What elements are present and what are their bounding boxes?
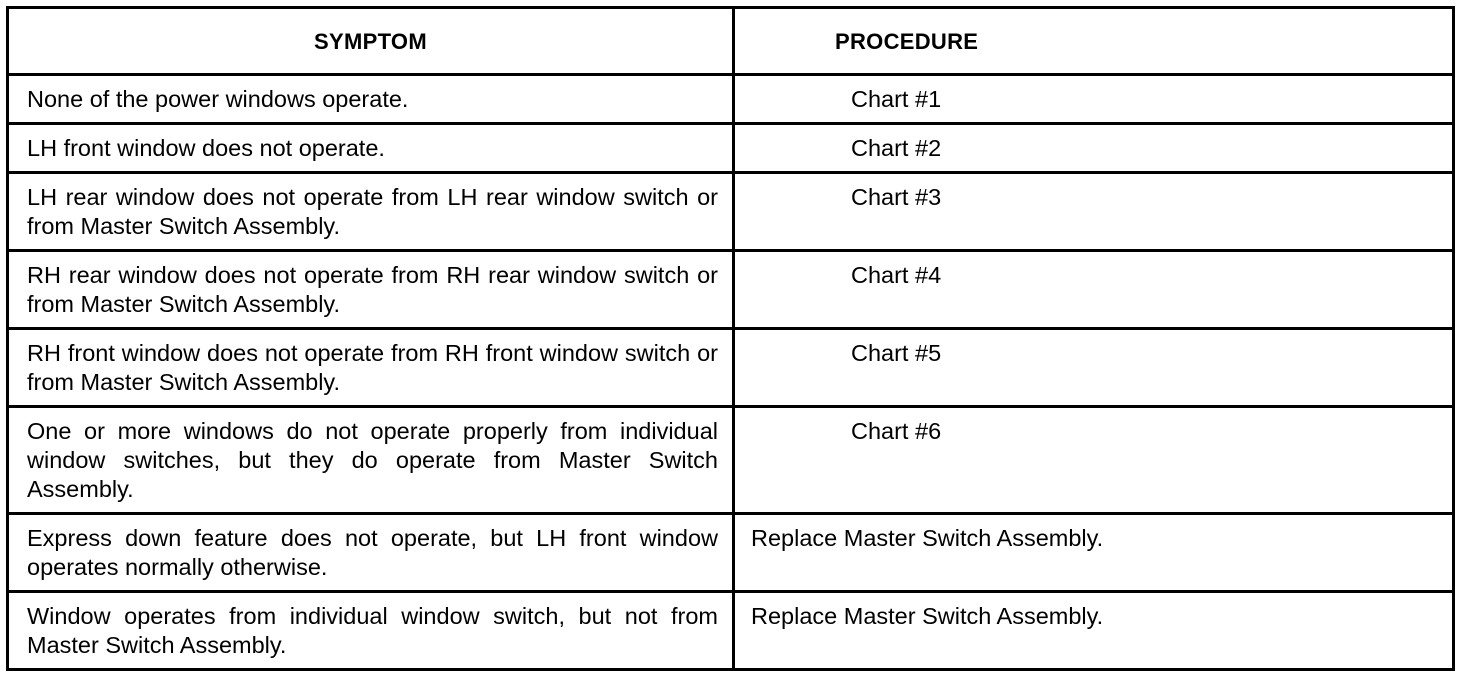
- symptom-cell: One or more windows do not operate properly from individual window switches, but they do operate from Master Switch Assembly.: [8, 407, 734, 514]
- symptom-column-header: SYMPTOM: [8, 8, 734, 75]
- table-row: [8, 407, 1454, 514]
- table-row: [8, 251, 1454, 329]
- table-row: [8, 75, 1454, 124]
- procedure-column-header: PROCEDURE: [734, 8, 1454, 75]
- symptom-procedure-table: [6, 6, 1455, 671]
- table-header-row: [8, 8, 1454, 75]
- table-row: [8, 124, 1454, 173]
- procedure-cell: Chart #4: [734, 251, 1454, 329]
- symptom-cell: Window operates from individual window switch, but not from Master Switch Assembly.: [8, 592, 734, 670]
- symptom-cell: RH front window does not operate from RH front window switch or from Master Switch Assembly.: [8, 329, 734, 407]
- procedure-cell: Chart #3: [734, 173, 1454, 251]
- procedure-cell: Replace Master Switch Assembly.: [734, 514, 1454, 592]
- symptom-cell: None of the power windows operate.: [8, 75, 734, 124]
- procedure-cell: Replace Master Switch Assembly.: [734, 592, 1454, 670]
- procedure-cell: Chart #5: [734, 329, 1454, 407]
- symptom-cell: Express down feature does not operate, but LH front window operates normally otherwise.: [8, 514, 734, 592]
- procedure-cell: Chart #1: [734, 75, 1454, 124]
- table-row: [8, 592, 1454, 670]
- table-row: [8, 329, 1454, 407]
- symptom-cell: LH rear window does not operate from LH rear window switch or from Master Switch Assembly.: [8, 173, 734, 251]
- symptom-cell: LH front window does not operate.: [8, 124, 734, 173]
- procedure-cell: Chart #2: [734, 124, 1454, 173]
- procedure-cell: Chart #6: [734, 407, 1454, 514]
- table-row: [8, 514, 1454, 592]
- troubleshooting-table-container: [6, 6, 1452, 671]
- symptom-cell: RH rear window does not operate from RH rear window switch or from Master Switch Assembly.: [8, 251, 734, 329]
- table-row: [8, 173, 1454, 251]
